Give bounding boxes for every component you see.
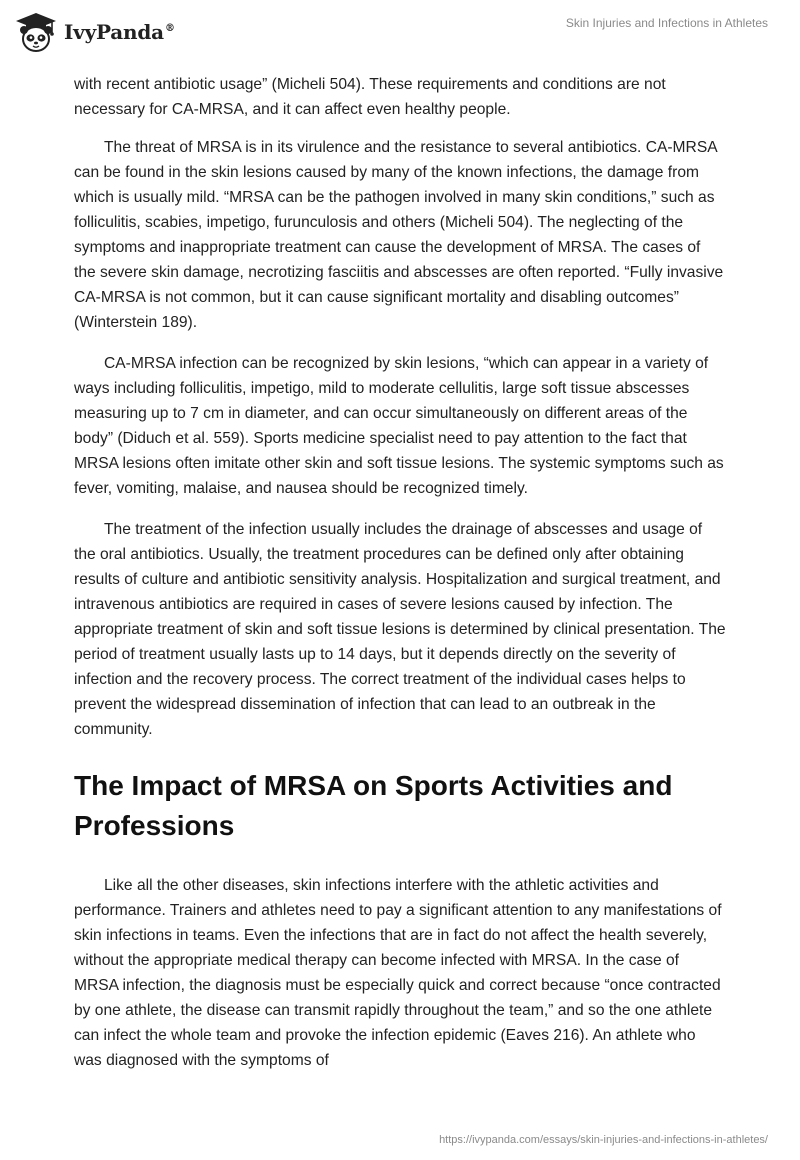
essay-body	[74, 72, 726, 1089]
panda-graduate-icon	[14, 11, 58, 53]
registered-mark: ®	[164, 23, 175, 35]
paragraph-continued: with recent antibiotic usage” (Micheli 504). These requirements and conditions are not necessary for CA-MRSA, and it can affect even healthy people.	[74, 76, 666, 118]
page-header	[0, 0, 800, 60]
document-title: Skin Injuries and Infections in Athletes	[565, 16, 768, 30]
section-heading: The Impact of MRSA on Sports Activities and Professions	[74, 770, 673, 841]
paragraph-recognition: CA-MRSA infection can be recognized by skin lesions, “which can appear in a variety of ways including folliculitis, impetigo, mild to moderate cellulitis, large soft tissue abscesses measuring up to 7 cm in diameter, and can occur simultaneously on different areas of the body” (Diduch et al. 559). Sports medicine specialist need to pay attention to the fact that MRSA lesions often imitate other skin and soft tissue lesions. The systemic symptoms such as fever, vomiting, malaise, and nausea should be recognized timely.	[74, 355, 724, 497]
paragraph-impact: Like all the other diseases, skin infections interfere with the athletic activities and performance. Trainers and athletes need to pay a significant attention to any manifestations of skin infections in teams. Even the infections that are in fact do not affect the health severely, without the appropriate medical therapy can become infected with MRSA. In the case of MRSA infection, the diagnosis must be especially quick and correct because “once contracted by one athlete, the disease can transmit rapidly throughout the team,” and so the one athlete can infect the whole team and provoke the infection epidemic (Eaves 216). An athlete who was diagnosed with the symptoms of	[74, 877, 722, 1069]
brand-logo[interactable]	[14, 10, 175, 54]
paragraph-mrsa-threat: The threat of MRSA is in its virulence and the resistance to several antibiotics. CA-MRSA can be found in the skin lesions caused by many of the known infections, the damage from which is usually mild. “MRSA can be the pathogen involved in many skin conditions,” such as folliculitis, scabies, impetigo, furunculosis and others (Micheli 504). The neglecting of the symptoms and inappropriate treatment can cause the development of MRSA. The cases of the severe skin damage, necrotizing fasciitis and abscesses are often reported. “Fully invasive CA-MRSA is not common, but it can cause significant mortality and disabling outcomes” (Winterstein 189).	[74, 139, 724, 331]
brand-name: IvyPanda®	[64, 20, 175, 44]
paragraph-treatment: The treatment of the infection usually includes the drainage of abscesses and usage of the oral antibiotics. Usually, the treatment procedures can be defined only after obtaining results of culture and antibiotic sensitivity analysis. Hospitalization and surgical treatment, and intravenous antibiotics are required in cases of severe lesions caused by infection. The appropriate treatment of skin and soft tissue lesions is determined by clinical presentation. The period of treatment usually lasts up to 14 days, but it depends directly on the severity of infection and the recovery process. The correct treatment of the individual cases helps to prevent the widespread dissemination of infection that can lead to an outbreak in the community.	[74, 521, 726, 738]
source-url-link[interactable]: https://ivypanda.com/essays/skin-injuries-and-infections-in-athletes/	[439, 1134, 768, 1146]
